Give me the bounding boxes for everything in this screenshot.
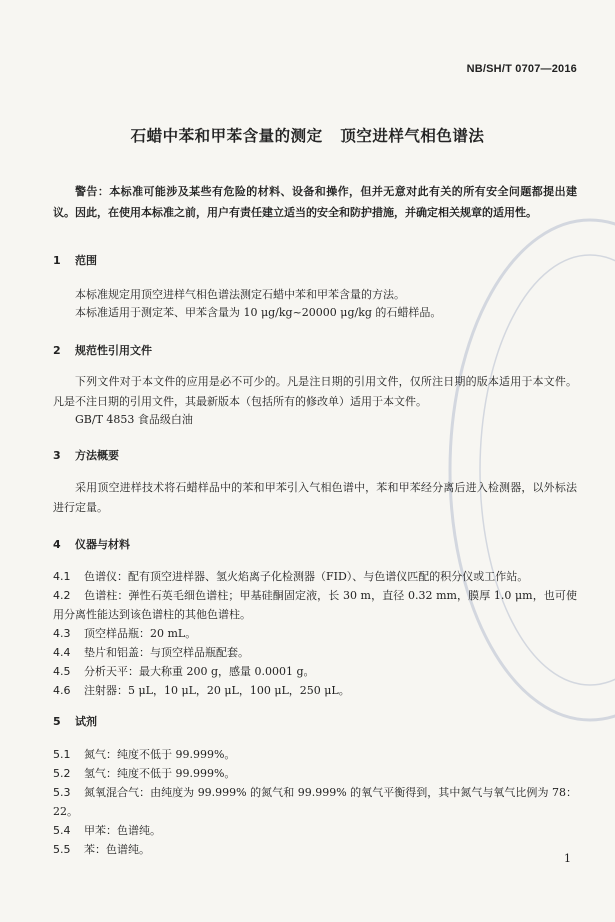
section-title: 仪器与材料 <box>75 538 130 551</box>
section-number: 2 <box>53 344 61 357</box>
list-item <box>53 567 577 586</box>
method-summary-paragraph: 采用顶空进样技术将石蜡样品中的苯和甲苯引入气相色谱中，苯和甲苯经分离后进入检测器，以外标法进行定量。 <box>53 481 577 514</box>
item-number: 5.3 <box>53 786 71 799</box>
item-text: 氮气：纯度不低于 99.999%。 <box>84 748 236 761</box>
item-number: 4.1 <box>53 570 71 583</box>
item-text: 垫片和铝盖：与顶空样品瓶配套。 <box>84 646 249 659</box>
section-title: 方法概要 <box>75 449 119 462</box>
list-item <box>53 764 577 783</box>
item-text: 氮氧混合气：由纯度为 99.999% 的氮气和 99.999% 的氧气平衡得到，其中氮气与氧气比例为 78：22。 <box>53 786 577 818</box>
section-number: 3 <box>53 449 61 462</box>
item-text: 色谱柱：弹性石英毛细色谱柱；甲基硅酮固定液，长 30 m，直径 0.32 mm，膜厚 1.0 μm，也可使用分离性能达到该色谱柱的其他色谱柱。 <box>53 589 577 621</box>
list-item <box>53 624 577 643</box>
scope-paragraph-2: 本标准适用于测定苯、甲苯含量为 10 μg/kg~20000 μg/kg 的石蜡样品。 <box>75 306 442 319</box>
item-text: 色谱仪：配有顶空进样器、氢火焰离子化检测器（FID）、与色谱仪匹配的积分仪或工作站。 <box>84 570 529 583</box>
standard-code: NB/SH/T 0707—2016 <box>466 63 577 75</box>
item-number: 5.4 <box>53 824 71 837</box>
item-text: 顶空样品瓶：20 mL。 <box>84 627 197 640</box>
item-text: 注射器：5 μL，10 μL，20 μL，100 μL，250 μL。 <box>84 684 350 697</box>
section-4-heading <box>53 536 130 552</box>
item-number: 5.2 <box>53 767 71 780</box>
list-item <box>53 840 577 859</box>
warning-paragraph: 警告：本标准可能涉及某些有危险的材料、设备和操作，但并无意对此有关的所有安全问题都提出建议。因此，在使用本标准之前，用户有责任建立适当的安全和防护措施，并确定相关规章的适用性。 <box>53 185 577 219</box>
section-1-heading <box>53 252 97 268</box>
section-2-heading <box>53 342 152 358</box>
item-text: 苯：色谱纯。 <box>84 843 150 856</box>
section-title: 范围 <box>75 254 97 267</box>
item-number: 4.6 <box>53 684 71 697</box>
section-title: 规范性引用文件 <box>75 344 152 357</box>
item-text: 氢气：纯度不低于 99.999%。 <box>84 767 236 780</box>
section-number: 1 <box>53 254 61 267</box>
list-item <box>53 821 577 840</box>
item-number: 4.5 <box>53 665 71 678</box>
list-item <box>53 745 577 764</box>
item-number: 5.1 <box>53 748 71 761</box>
item-number: 5.5 <box>53 843 71 856</box>
references-paragraph: 下列文件对于本文件的应用是必不可少的。凡是注日期的引用文件，仅所注日期的版本适用于本文件。凡是不注日期的引用文件，其最新版本（包括所有的修改单）适用于本文件。 <box>53 375 577 408</box>
scope-paragraph-1: 本标准规定用顶空进样气相色谱法测定石蜡中苯和甲苯含量的方法。 <box>75 288 405 301</box>
item-text: 甲苯：色谱纯。 <box>84 824 161 837</box>
list-item <box>53 783 577 821</box>
item-text: 分析天平：最大称重 200 g，感量 0.0001 g。 <box>84 665 315 678</box>
page-number: 1 <box>564 852 571 865</box>
list-item <box>53 681 577 700</box>
list-item <box>53 586 577 624</box>
item-number: 4.4 <box>53 646 71 659</box>
list-item <box>53 643 577 662</box>
list-item <box>53 662 577 681</box>
section-title: 试剂 <box>75 715 97 728</box>
item-number: 4.2 <box>53 589 71 602</box>
item-number: 4.3 <box>53 627 71 640</box>
document-title: 石蜡中苯和甲苯含量的测定 顶空进样气相色谱法 <box>130 127 485 145</box>
reference-item: GB/T 4853 食品级白油 <box>75 413 193 426</box>
section-number: 4 <box>53 538 61 551</box>
section-number: 5 <box>53 715 61 728</box>
section-3-heading <box>53 447 119 463</box>
section-5-heading <box>53 713 97 729</box>
